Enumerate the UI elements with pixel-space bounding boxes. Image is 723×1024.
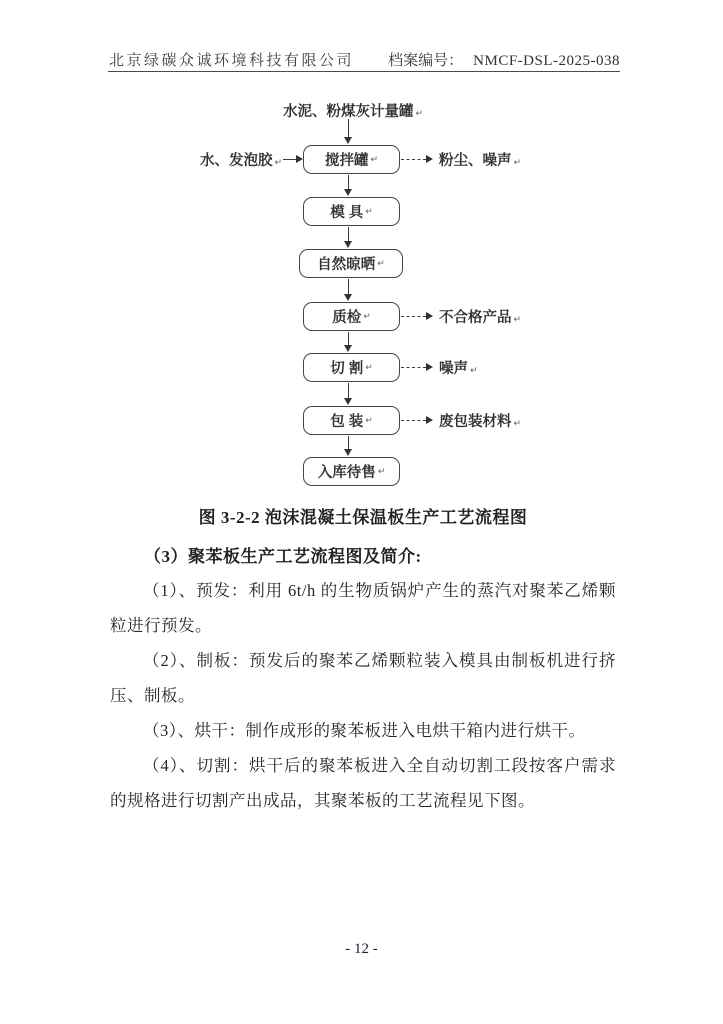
arrow-line <box>283 159 296 160</box>
arrow-right-icon <box>426 312 433 320</box>
dashed-line <box>401 159 426 160</box>
paragraph-mark: ↵ <box>470 365 478 376</box>
arrow-down-icon <box>344 227 353 248</box>
section-heading: （3）聚苯板生产工艺流程图及简介: <box>144 547 422 566</box>
arrow-down-icon <box>344 119 353 144</box>
flowchart-box-mold: 模 具 ↵ <box>303 197 400 226</box>
paragraph-mark: ↵ <box>513 314 522 325</box>
paragraph-mark: ↵ <box>415 109 424 119</box>
paragraph-mark: ↵ <box>370 154 379 165</box>
flowchart-top-label: 水泥、粉煤灰计量罐 ↵ <box>282 104 424 120</box>
page-number: - 12 - <box>345 941 378 957</box>
dashed-line <box>401 367 426 368</box>
paragraph-mark: ↵ <box>363 311 371 322</box>
paragraph-mark: ↵ <box>377 258 385 269</box>
arrow-right-icon <box>296 155 303 163</box>
flowchart-box-warehouse: 入库待售 ↵ <box>303 457 400 486</box>
flowchart-output-dust-noise: 粉尘、噪声 ↵ <box>401 150 521 168</box>
doc-number-value: NMCF-DSL-2025-038 <box>473 53 620 69</box>
paragraph-mark: ↵ <box>365 362 373 373</box>
paragraph-2: （2）、制板：预发后的聚苯乙烯颗粒装入模具由制板机进行挤压、制板。 <box>110 651 616 705</box>
paragraph-1: （1）、预发：利用 6t/h 的生物质锅炉产生的蒸汽对聚苯乙烯颗粒进行预发。 <box>110 581 616 635</box>
figure-caption: 图 3-2-2 泡沫混凝土保温板生产工艺流程图 <box>198 508 528 527</box>
arrow-right-icon <box>426 363 433 371</box>
arrow-down-icon <box>344 332 353 352</box>
flowchart-box-cutting: 切 割 ↵ <box>303 353 400 382</box>
doc-number-label: 档案编号： <box>388 53 464 69</box>
paragraph-3: （3）、烘干：制作成形的聚苯板进入电烘干箱内进行烘干。 <box>143 721 586 740</box>
flowchart-box-mixing-tank: 搅拌罐 ↵ <box>303 145 400 174</box>
dashed-line <box>401 316 426 317</box>
arrow-down-icon <box>344 279 353 301</box>
paragraph-mark: ↵ <box>377 466 386 477</box>
paragraph-4: （4）、切割：烘干后的聚苯板进入全自动切割工段按客户需求的规格进行切割产出成品，其聚苯板的工艺流程见下图。 <box>110 756 616 810</box>
flowchart-box-quality-check: 质检 ↵ <box>303 302 400 331</box>
flowchart-box-natural-drying: 自然晾晒 ↵ <box>299 249 403 278</box>
arrow-down-icon <box>344 436 353 456</box>
paragraph-mark: ↵ <box>513 157 522 168</box>
flowchart-box-packaging: 包 装 ↵ <box>303 406 400 435</box>
paragraph-mark: ↵ <box>365 415 373 426</box>
flowchart-output-rejects: 不合格产品 ↵ <box>401 307 521 325</box>
flowchart-output-waste-packaging: 废包装材料 ↵ <box>401 411 521 429</box>
header-doc-number <box>388 49 620 70</box>
arrow-right-icon <box>426 155 433 163</box>
flowchart-input-water-foam: 水、发泡胶 ↵ <box>200 150 303 168</box>
dashed-line <box>401 420 426 421</box>
header-divider <box>108 71 620 72</box>
paragraph-mark: ↵ <box>513 418 522 429</box>
arrow-down-icon <box>344 175 353 196</box>
header-company-name: 北京绿碳众诚环境科技有限公司 <box>109 53 355 69</box>
arrow-down-icon <box>344 383 353 405</box>
paragraph-mark: ↵ <box>365 206 373 217</box>
flowchart-output-noise: 噪声 ↵ <box>401 358 478 376</box>
arrow-right-icon <box>426 416 433 424</box>
document-body <box>110 498 616 818</box>
paragraph-mark: ↵ <box>274 157 283 168</box>
